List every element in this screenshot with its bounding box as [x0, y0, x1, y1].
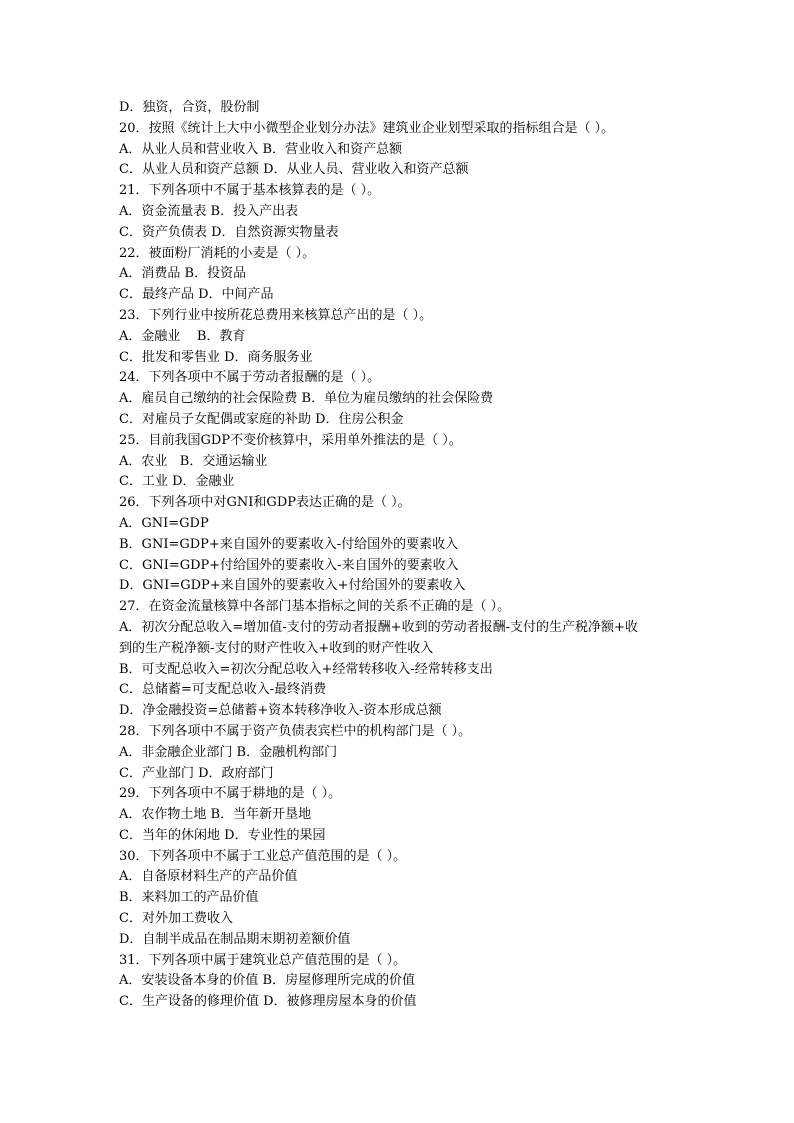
text-line: A．农业 B．交通运输业 — [119, 453, 268, 469]
text-line: A．安装设备本身的价值 B．房屋修理所完成的价值 — [119, 973, 416, 989]
text-line: A．初次分配总收入=增加值-支付的劳动者报酬+收到的劳动者报酬-支付的生产税净额+收 — [119, 619, 638, 635]
text-line: C．最终产品 D．中间产品 — [119, 287, 274, 303]
text-line: B．可支配总收入=初次分配总收入+经常转移收入-经常转移支出 — [119, 661, 493, 677]
text-line: A．消费品 B．投资品 — [119, 266, 247, 282]
text-line: 31．下列各项中属于建筑业总产值范围的是（ ）。 — [119, 952, 407, 968]
text-line: A．自备原材料生产的产品价值 — [119, 869, 298, 885]
text-line: C．总储蓄=可支配总收入-最终消费 — [119, 682, 327, 698]
text-line: B．来料加工的产品价值 — [119, 890, 259, 906]
text-line: C．对雇员子女配偶或家庭的补助 D．住房公积金 — [119, 411, 404, 427]
text-line: 28．下列各项中不属于资产负债表宾栏中的机构部门是（ ）。 — [119, 723, 472, 739]
text-line: 26．下列各项中对GNI和GDP表达正确的是（ ）。 — [119, 495, 411, 511]
text-line: 到的生产税净额-支付的财产性收入+收到的财产性收入 — [119, 640, 434, 656]
text-line: C．生产设备的修理价值 D．被修理房屋本身的价值 — [119, 994, 417, 1010]
text-line: C．批发和零售业 D．商务服务业 — [119, 349, 313, 365]
text-line: A．非金融企业部门 B．金融机构部门 — [119, 744, 338, 760]
text-line: 25．目前我国GDP不变价核算中，采用单外推法的是（ ）。 — [119, 432, 462, 448]
text-line: 24．下列各项中不属于劳动者报酬的是（ ）。 — [119, 370, 381, 386]
text-line: D．GNI=GDP+来自国外的要素收入+付给国外的要素收入 — [119, 578, 466, 594]
text-line: C．对外加工费收入 — [119, 911, 233, 927]
text-line: B．GNI=GDP+来自国外的要素收入-付给国外的要素收入 — [119, 536, 459, 552]
text-line: A．资金流量表 B．投入产出表 — [119, 203, 299, 219]
document-page — [119, 98, 679, 1013]
text-line: D．独资，合资，股份制 — [119, 100, 260, 115]
text-line: A．雇员自己缴纳的社会保险费 B．单位为雇员缴纳的社会保险费 — [119, 391, 494, 407]
text-line: 29．下列各项中不属于耕地的是（ ）。 — [119, 786, 342, 802]
text-line: A．金融业 B．教育 — [119, 328, 246, 344]
text-line: A．GNI=GDP — [119, 515, 209, 531]
text-line: D．自制半成品在制品期末期初差额价值 — [119, 931, 351, 947]
text-line: 30．下列各项中不属于工业总产值范围的是（ ）。 — [119, 848, 407, 864]
text-line: A．农作物土地 B．当年新开垦地 — [119, 807, 312, 823]
text-line: A．从业人员和营业收入 B．营业收入和资产总额 — [119, 141, 403, 157]
text-line: C．资产负债表 D．自然资源实物量表 — [119, 224, 339, 240]
text-line: C．GNI=GDP+付给国外的要素收入-来自国外的要素收入 — [119, 557, 459, 573]
text-line: 20．按照《统计上大中小微型企业划分办法》建筑业企业划型采取的指标组合是（ ）。 — [119, 120, 615, 136]
text-line: 22．被面粉厂消耗的小麦是（ ）。 — [119, 245, 316, 261]
text-line: D．净金融投资=总储蓄+资本转移净收入-资本形成总额 — [119, 703, 442, 719]
text-line: C．当年的休闲地 D．专业性的果园 — [119, 827, 326, 843]
text-line: 21．下列各项中不属于基本核算表的是（ ）。 — [119, 183, 381, 199]
text-line: 27．在资金流量核算中各部门基本指标之间的关系不正确的是（ ）。 — [119, 599, 511, 615]
text-line: 23．下列行业中按所花总费用来核算总产出的是（ ）。 — [119, 307, 433, 323]
text-line: C．工业 D．金融业 — [119, 474, 235, 490]
text-line: C．从业人员和资产总额 D．从业人员、营业收入和资产总额 — [119, 162, 469, 178]
text-line: C．产业部门 D．政府部门 — [119, 765, 274, 781]
